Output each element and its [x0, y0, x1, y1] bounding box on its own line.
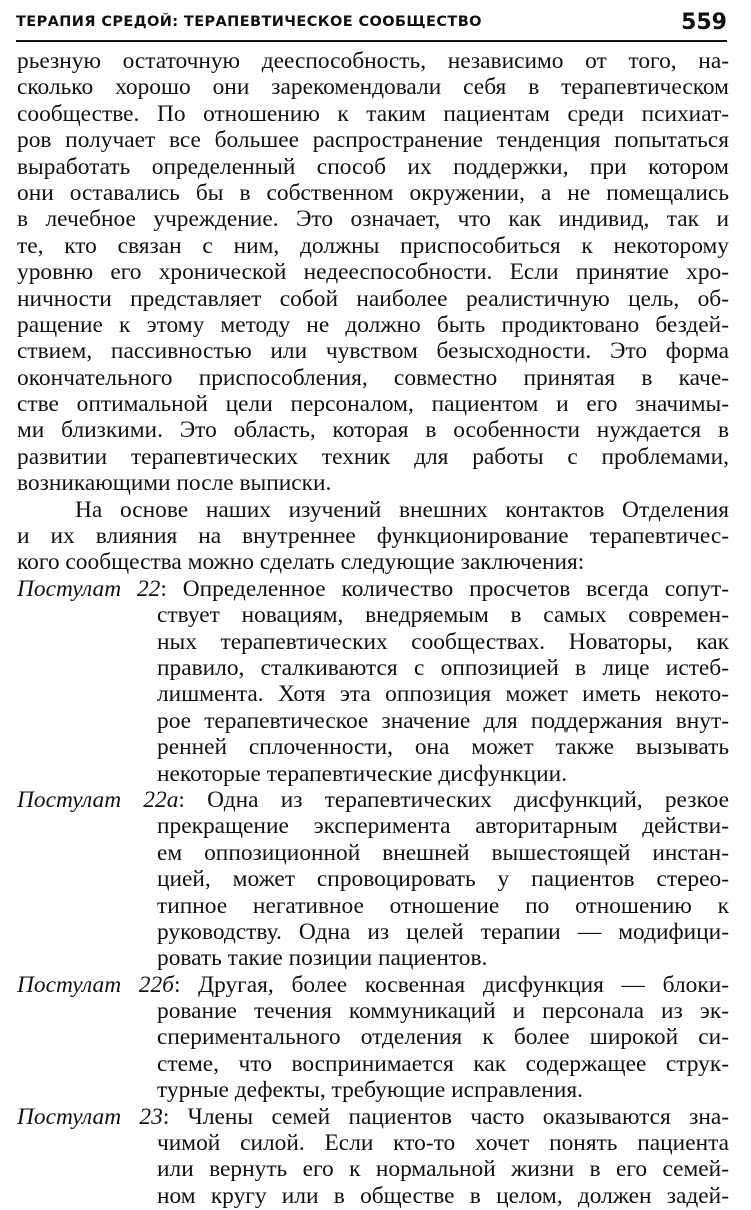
text-line: руководству. Одна из целей терапии — модифици- — [157, 918, 729, 945]
postulate-first-line — [17, 576, 729, 602]
text-line: ров получает все большее распространение тенденция попытаться — [17, 127, 729, 154]
text-line: рое терапевтическое значение для поддержания внут- — [157, 707, 729, 734]
running-title: ТЕРАПИЯ СРЕДОЙ: ТЕРАПЕВТИЧЕСКОЕ СООБЩЕСТВО — [16, 14, 482, 30]
postulate-first-line — [17, 1104, 729, 1130]
paragraph — [17, 48, 729, 497]
text-line: или вернуть его к нормальной жизни в его семей- — [157, 1156, 729, 1183]
text-line: в лечебное учреждение. Это означает, что как индивид, так и — [17, 206, 729, 233]
body-text — [17, 48, 729, 1209]
text-line: лишмента. Хотя эта оппозиция может иметь некото- — [157, 681, 729, 708]
text-line: стве оптимальной цели персоналом, пациентом и его значимы- — [17, 391, 729, 418]
postulate-text: : Определенное количество просчетов всегда сопут- — [160, 575, 729, 602]
text-line: те, кто связан с ним, должны приспособиться к некоторому — [17, 232, 729, 259]
postulate-label: Постулат 22б — [17, 971, 174, 998]
postulate-22a — [17, 787, 729, 972]
text-line: они оставались бы в собственном окружении, а не помещались — [17, 179, 729, 206]
text-line: сообществе. По отношению к таким пациентам среди психиат- — [17, 100, 729, 127]
postulate-text: : Одна из терапевтических дисфункций, резкое — [178, 786, 729, 813]
text-line: ми близкими. Это область, которая в особенности нуждается в — [17, 417, 729, 444]
page-number: 559 — [681, 10, 727, 35]
text-line: ничности представляет собой наиболее реалистичную цель, об- — [17, 285, 729, 312]
text-line: ном кругу или в обществе в целом, должен задей- — [157, 1182, 729, 1209]
text-line: стеме, что воспринимается как содержащее струк- — [157, 1050, 729, 1077]
text-line: рьезную остаточную дееспособность, независимо от того, на- — [17, 48, 729, 74]
postulate-text: : Члены семей пациентов часто оказываются зна- — [162, 1103, 730, 1130]
text-line: рование течения коммуникаций и персонала из эк- — [157, 998, 729, 1025]
text-line: возникающими после выписки. — [17, 470, 332, 497]
text-line: некоторые терапевтические дисфункции. — [157, 760, 568, 787]
paragraph — [17, 497, 729, 576]
postulate-22b — [17, 972, 729, 1104]
text-line: ствует новациям, внедряемым в самых современ- — [157, 602, 729, 629]
postulate-23 — [17, 1104, 729, 1210]
text-line: ровать такие позиции пациентов. — [157, 945, 488, 972]
text-line: сколько хорошо они зарекомендовали себя в терапевтическом — [17, 74, 729, 101]
text-line: ем оппозиционной внешней вышестоящей инстан- — [157, 839, 729, 866]
text-line: цией, может спровоцировать у пациентов стерео- — [157, 866, 729, 893]
text-line: развитии терапевтических техник для работы с проблемами, — [17, 443, 729, 470]
text-line: турные дефекты, требующие исправления. — [157, 1077, 584, 1104]
text-line: типное негативное отношение по отношению к — [157, 892, 729, 919]
text-line: ренней сплоченности, она может также вызывать — [157, 734, 729, 761]
postulate-first-line — [17, 787, 729, 813]
text-line: уровню его хронической недееспособности. Если принятие хро- — [17, 259, 729, 286]
text-line: выработать определенный способ их поддержки, при котором — [17, 153, 729, 180]
postulate-22 — [17, 576, 729, 787]
text-line: ных терапевтических сообществах. Новаторы, как — [157, 628, 729, 655]
text-line: прекращение эксперимента авторитарным действи- — [157, 813, 729, 840]
postulate-text: : Другая, более косвенная дисфункция — блоки- — [173, 971, 729, 998]
running-header — [16, 10, 727, 42]
text-line: ращение к этому методу не должно быть продиктовано бездей- — [17, 311, 729, 338]
postulate-label: Постулат 22а — [17, 786, 179, 813]
text-line: чимой силой. Если кто-то хочет понять пациента — [157, 1130, 729, 1157]
text-line: окончательного приспособления, совместно принятая в каче- — [17, 364, 729, 391]
postulate-first-line — [17, 972, 729, 998]
text-line: На основе наших изучений внешних контактов Отделения — [75, 496, 729, 523]
text-line: и их влияния на внутреннее функционирование терапевтичес- — [17, 523, 729, 550]
text-line: кого сообщества можно сделать следующие заключения: — [17, 549, 585, 576]
postulate-label: Постулат 22 — [17, 575, 161, 602]
text-line: правило, сталкиваются с оппозицией в лице истеб- — [157, 654, 729, 681]
text-line: ствием, пассивностью или чувством безысходности. Это форма — [17, 338, 729, 365]
text-line: спериментального отделения к более широкой си- — [157, 1024, 729, 1051]
postulate-label: Постулат 23 — [17, 1103, 163, 1130]
